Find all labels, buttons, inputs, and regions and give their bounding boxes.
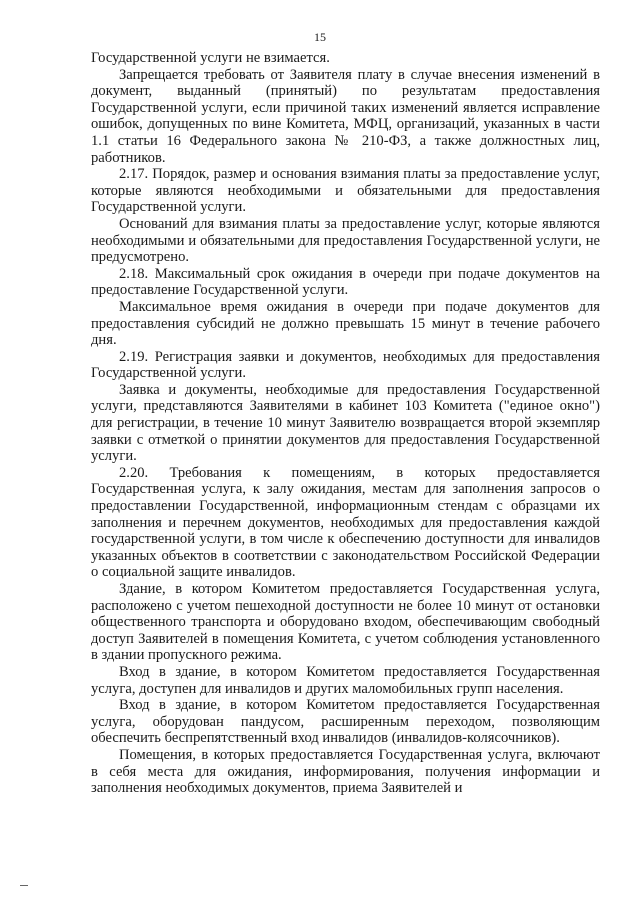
scan-edge-mark xyxy=(20,885,28,886)
paragraph-section-2-18: 2.18. Максимальный срок ожидания в очереди при подаче документов на предоставление Государственной услуги. xyxy=(91,265,600,299)
paragraph-application-registration: Заявка и документы, необходимые для предоставления Государственной услуги, представляются Заявителями в кабинет 103 Комитета ("единое окно") для регистрации, в течение 10 минут Заявителю возвращается второй экземпляр заявки с отметкой о принятии документов для предоставления Государственной услуги. xyxy=(91,381,600,465)
paragraph-section-2-20: 2.20. Требования к помещениям, в которых предоставляется Государственная услуга, к залу ожидания, местам для заполнения запросов о предоставлении Государственной, информационным стендам с образцами их заполнения и перечнем документов, необходимых для предоставления каждой государственной услуги, в том числе к обеспечению доступности для инвалидов указанных объектов в соответствии с законодательством Российской Федерации о социальной защите инвалидов. xyxy=(91,464,600,581)
document-body xyxy=(91,50,600,797)
paragraph-fee-prohibition: Запрещается требовать от Заявителя плату в случае внесения изменений в документ, выданный (принятый) по результатам предоставления Государственной услуги, если причиной таких изменений является исправление ошибок, допущенных по вине Комитета, МФЦ, организаций, указанных в части 1.1 статьи 16 Федерального закона № 210-ФЗ, а также должностных лиц, работников. xyxy=(91,66,600,166)
paragraph-ramp-entrance: Вход в здание, в котором Комитетом предоставляется Государственная услуга, оборудован пандусом, расширенным переходом, позволяющим обеспечить беспрепятственный вход инвалидов (инвалидов-колясочников). xyxy=(91,697,600,747)
paragraph-building-location: Здание, в котором Комитетом предоставляется Государственная услуга, расположено с учетом пешеходной доступности не более 10 минут от остановки общественного транспорта и оборудовано входом, обеспечивающим свободный доступ Заявителей в помещения Комитета, с учетом соблюдения установленного в здании пропускного режима. xyxy=(91,581,600,664)
paragraph-premises: Помещения, в которых предоставляется Государственная услуга, включают в себя места для ожидания, информирования, получения информации и заполнения необходимых документов, приема Заявителей и xyxy=(91,746,600,797)
paragraph-section-2-19: 2.19. Регистрация заявки и документов, необходимых для предоставления Государственной услуги. xyxy=(91,348,600,382)
paragraph-section-2-17: 2.17. Порядок, размер и основания взимания платы за предоставление услуг, которые являются необходимыми и обязательными для предоставления Государственной услуги. xyxy=(91,166,600,216)
page-number: 15 xyxy=(314,30,326,44)
paragraph-no-fee-grounds: Оснований для взимания платы за предоставление услуг, которые являются необходимыми и обязательными для предоставления Государственной услуги, не предусмотрено. xyxy=(91,215,600,266)
paragraph-fee-continuation: Государственной услуги не взимается. xyxy=(91,50,330,66)
paragraph-building-access: Вход в здание, в котором Комитетом предоставляется Государственная услуга, доступен для инвалидов и других маломобильных групп населения. xyxy=(91,663,600,697)
paragraph-max-wait-time: Максимальное время ожидания в очереди при подаче документов для предоставления субсидий не должно превышать 15 минут в течение рабочего дня. xyxy=(91,298,600,349)
